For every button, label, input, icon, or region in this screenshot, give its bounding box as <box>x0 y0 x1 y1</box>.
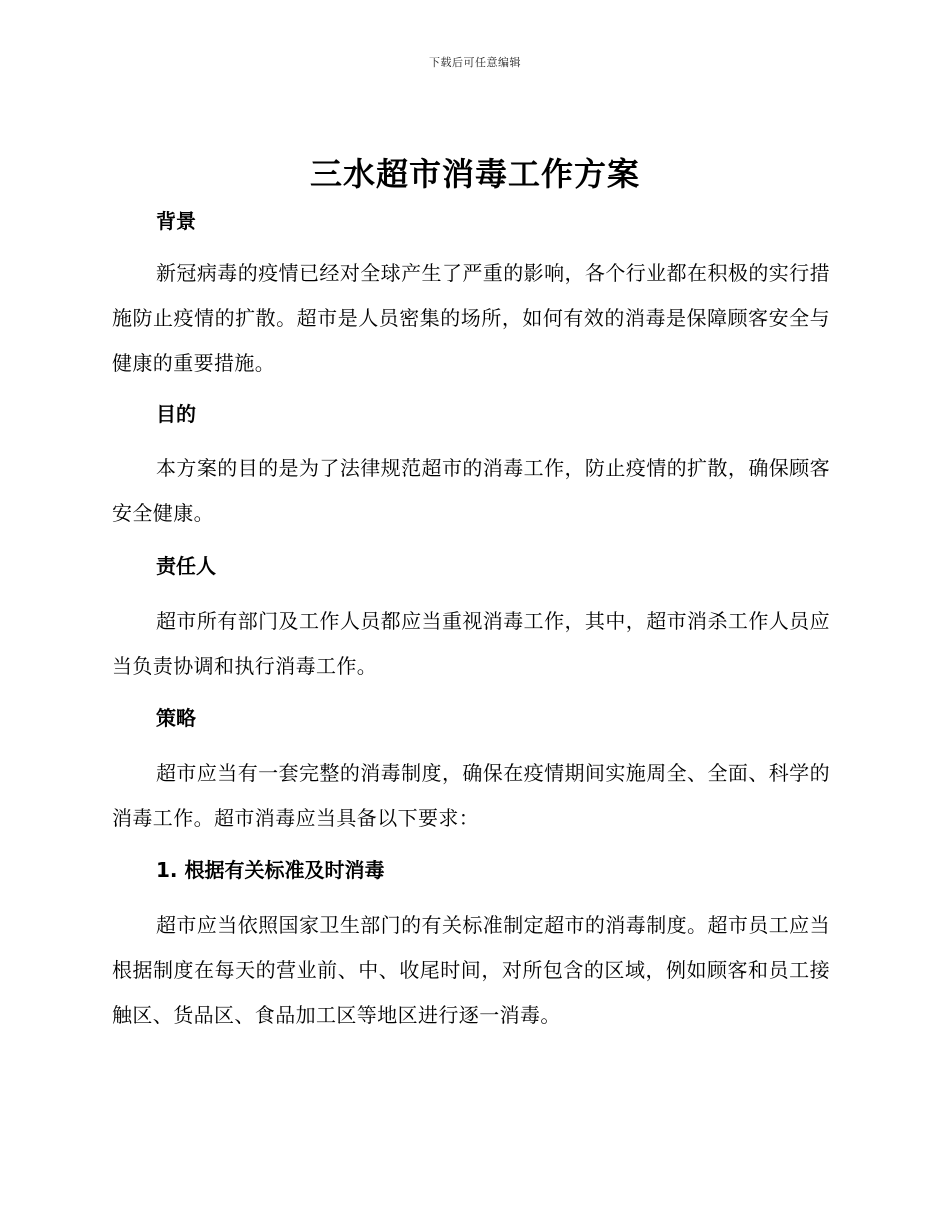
section-heading-timely-disinfection: 1. 根据有关标准及时消毒 <box>156 858 385 882</box>
section-heading-purpose: 目的 <box>156 402 196 426</box>
section-body-purpose: 本方案的目的是为了法律规范超市的消毒工作，防止疫情的扩散，确保顾客安全健康。 <box>112 456 830 525</box>
section-body-timely-disinfection: 超市应当依照国家卫生部门的有关标准制定超市的消毒制度。超市员工应当根据制度在每天的营业前、中、收尾时间，对所包含的区域，例如顾客和员工接触区、货品区、食品加工区等地区进行逐一消毒。 <box>112 913 830 1027</box>
section-body-strategy: 超市应当有一套完整的消毒制度，确保在疫情期间实施周全、全面、科学的消毒工作。超市消毒应当具备以下要求： <box>112 761 830 830</box>
section-heading-strategy: 策略 <box>156 706 196 730</box>
document-title: 三水超市消毒工作方案 <box>309 155 640 193</box>
page-header-note: 下载后可任意编辑 <box>429 56 521 69</box>
section-heading-responsible: 责任人 <box>156 554 216 578</box>
section-heading-background: 背景 <box>156 209 196 233</box>
section-body-responsible: 超市所有部门及工作人员都应当重视消毒工作，其中，超市消杀工作人员应当负责协调和执行消毒工作。 <box>112 609 830 678</box>
section-body-background: 新冠病毒的疫情已经对全球产生了严重的影响，各个行业都在积极的实行措施防止疫情的扩散。超市是人员密集的场所，如何有效的消毒是保障顾客安全与健康的重要措施。 <box>112 261 830 375</box>
